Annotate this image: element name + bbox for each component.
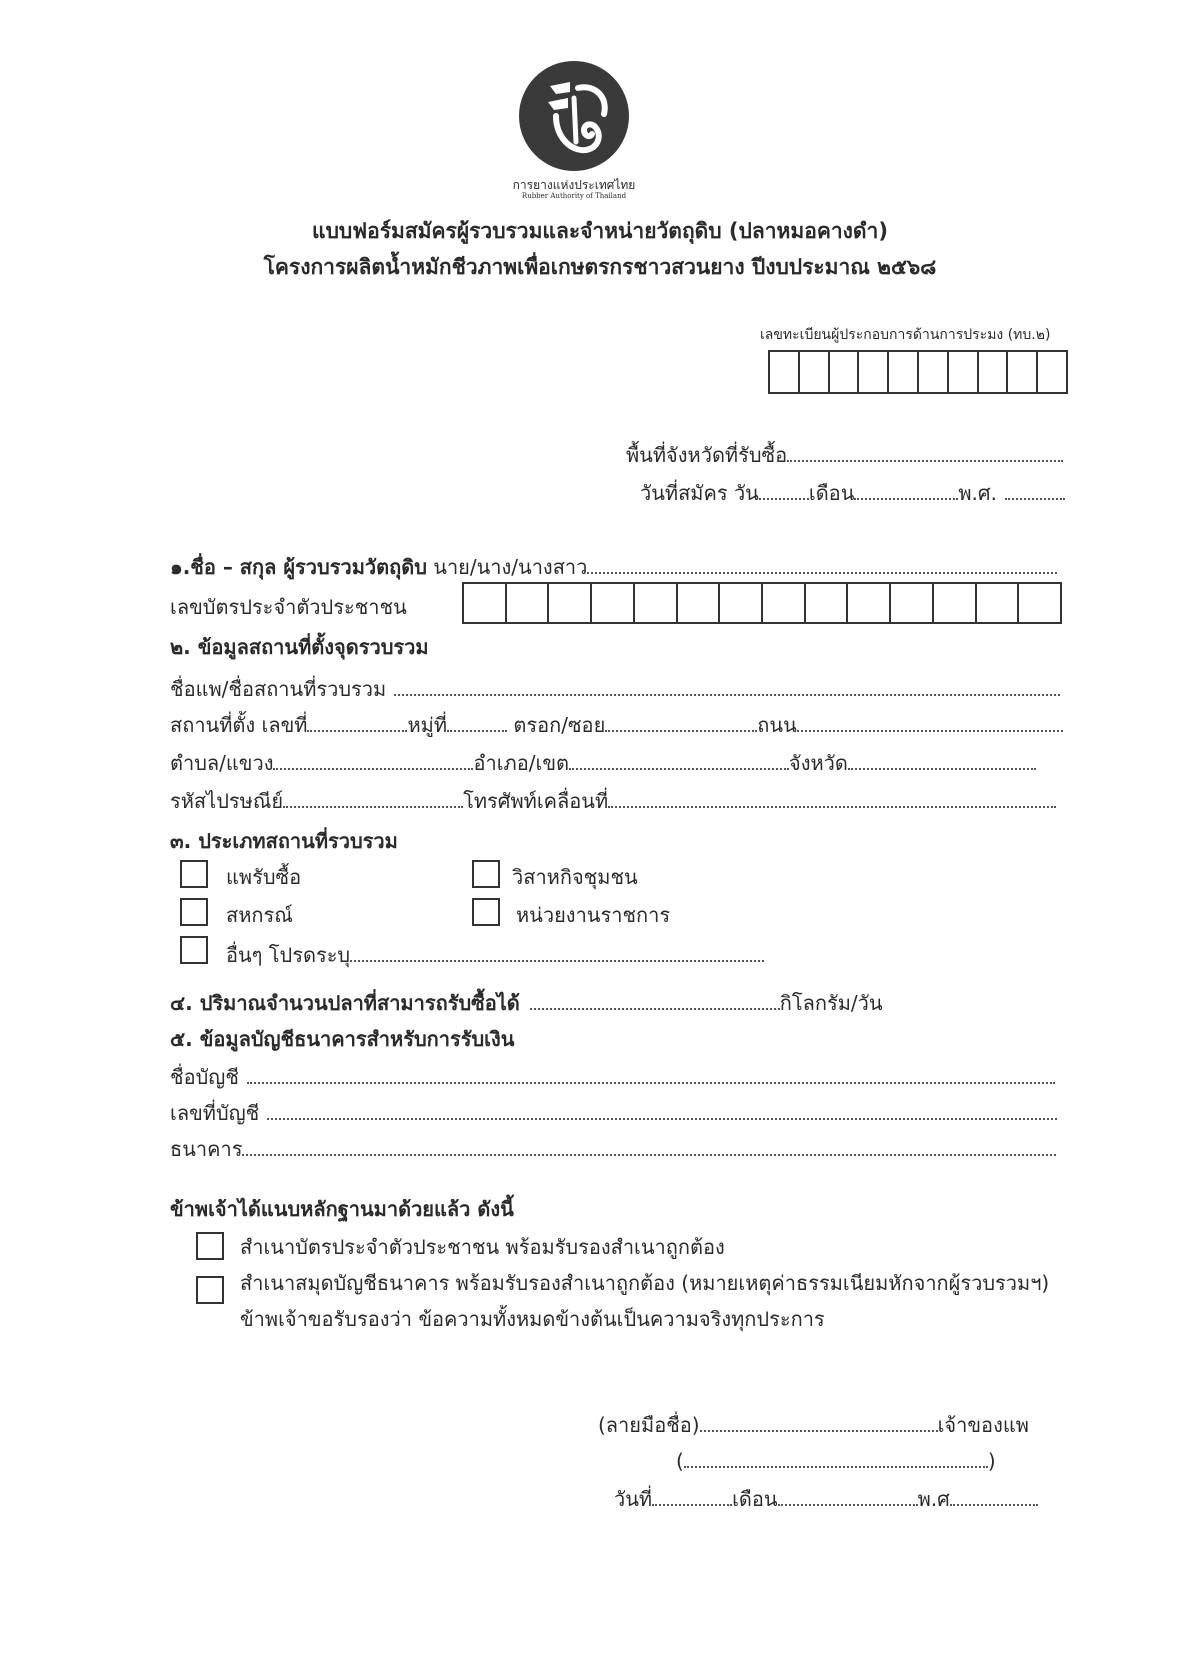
paren-close: ) [987, 1449, 996, 1473]
road-field[interactable] [797, 712, 1063, 732]
registration-cell[interactable] [949, 352, 979, 392]
road-label: ถนน [757, 713, 797, 737]
section4-unit: กิโลกรัม/วัน [779, 991, 883, 1015]
option-community-enterprise-checkbox[interactable] [472, 860, 500, 888]
option-other-field[interactable] [350, 942, 764, 962]
signature-month-field[interactable] [778, 1486, 918, 1506]
section5-heading: ๕. ข้อมูลบัญชีธนาคารสำหรับการรับเงิน [170, 1027, 515, 1051]
moo-field[interactable] [447, 712, 507, 732]
section1-heading: ๑.ชื่อ – สกุล ผู้รวบรวมวัตถุดิบ [170, 555, 427, 579]
registration-cell[interactable] [1038, 352, 1066, 392]
attach-bankbook-checkbox[interactable] [196, 1276, 224, 1304]
account-number-label: เลขที่บัญชี [170, 1101, 260, 1125]
paren-open: ( [676, 1449, 684, 1473]
signature-be-label: พ.ศ [917, 1487, 950, 1511]
mobile-label: โทรศัพท์เคลื่อนที่ [463, 789, 609, 813]
option-government-label: หน่วยงานราชการ [516, 903, 671, 927]
printed-name-field[interactable] [684, 1448, 988, 1468]
account-name-label: ชื่อบัญชี [170, 1065, 239, 1089]
subdistrict-field[interactable] [273, 750, 473, 770]
id-card-boxes[interactable] [462, 582, 1062, 624]
section4-heading: ๔. ปริมาณจำนวนปลาที่สามารถรับซื้อได้ [170, 991, 520, 1015]
option-cooperative-checkbox[interactable] [180, 898, 208, 926]
moo-label: หมู่ที่ [407, 713, 448, 737]
apply-be-label: พ.ศ. [958, 481, 997, 505]
purchase-province-field[interactable] [787, 442, 1063, 462]
id-card-cell[interactable] [934, 584, 977, 622]
id-card-cell[interactable] [891, 584, 934, 622]
signature-field[interactable] [700, 1412, 938, 1432]
rubber-authority-logo-icon [516, 58, 632, 174]
signature-date-label: วันที่ [614, 1487, 653, 1511]
bank-row [170, 1136, 1056, 1162]
signature-month-label: เดือน [732, 1487, 778, 1511]
purchase-province-label: พื้นที่จังหวัดที่รับซื้อ [626, 443, 788, 467]
raft-name-field[interactable] [394, 676, 1060, 696]
signature-date-row [614, 1486, 1038, 1512]
postal-code-field[interactable] [283, 788, 463, 808]
apply-date-row [640, 480, 1065, 506]
registration-number-boxes[interactable] [768, 350, 1068, 394]
apply-date-label: วันที่สมัคร วัน [640, 481, 759, 505]
section4-row [170, 990, 883, 1016]
district-label: อำเภอ/เขต [473, 751, 569, 775]
registration-cell[interactable] [979, 352, 1009, 392]
id-card-cell[interactable] [507, 584, 550, 622]
option-community-enterprise-label: วิสาหกิจชุมชน [512, 865, 638, 889]
option-other-label: อื่นๆ โปรดระบุ [226, 943, 351, 967]
signature-row [598, 1412, 1029, 1438]
attach-id-card-label: สำเนาบัตรประจำตัวประชาชน พร้อมรับรองสำเนาถูกต้อง [240, 1235, 725, 1259]
postal-code-label: รหัสไปรษณีย์ [170, 789, 284, 813]
attach-bankbook-label: สำเนาสมุดบัญชีธนาคาร พร้อมรับรองสำเนาถูกต้อง (หมายเหตุค่าธรรมเนียมหักจากผู้รวบรวมฯ) [240, 1271, 1050, 1295]
id-card-cell[interactable] [720, 584, 763, 622]
signature-year-field[interactable] [950, 1486, 1038, 1506]
soi-label: ตรอก/ซอย [513, 713, 606, 737]
soi-field[interactable] [605, 712, 757, 732]
attachments-heading: ข้าพเจ้าได้แนบหลักฐานมาด้วยแล้ว ดังนี้ [170, 1197, 514, 1221]
id-card-cell[interactable] [635, 584, 678, 622]
form-subtitle: โครงการผลิตน้ำหมักชีวภาพเพื่อเกษตรกรชาวสวนยาง ปีงบประมาณ ๒๕๖๘ [263, 255, 937, 279]
registration-cell[interactable] [859, 352, 889, 392]
option-other-checkbox[interactable] [180, 936, 208, 964]
section3-heading: ๓. ประเภทสถานที่รวบรวม [170, 829, 398, 853]
section2-heading: ๒. ข้อมูลสถานที่ตั้งจุดรวบรวม [170, 635, 429, 659]
org-name-th: การยางแห่งประเทศไทย [512, 178, 636, 192]
registration-cell[interactable] [770, 352, 800, 392]
registration-cell[interactable] [1008, 352, 1038, 392]
org-name-en: Rubber Authority of Thailand [521, 192, 627, 200]
name-prefix: นาย/นาง/นางสาว [433, 555, 588, 579]
id-card-cell[interactable] [763, 584, 806, 622]
registration-cell[interactable] [800, 352, 830, 392]
id-card-cell[interactable] [977, 584, 1020, 622]
attach-id-card-checkbox[interactable] [196, 1232, 224, 1260]
raft-name-label: ชื่อแพ/ชื่อสถานที่รวบรวม [170, 677, 387, 701]
registration-cell[interactable] [889, 352, 919, 392]
purchase-province-row [626, 442, 1063, 468]
apply-month-label: เดือน [808, 481, 855, 505]
option-raft-checkbox[interactable] [180, 860, 208, 888]
address-number-field[interactable] [307, 712, 407, 732]
province-field[interactable] [848, 750, 1036, 770]
registration-cell[interactable] [919, 352, 949, 392]
district-row [170, 750, 1036, 776]
signature-day-field[interactable] [652, 1486, 732, 1506]
option-cooperative-label: สหกรณ์ [226, 903, 293, 927]
owner-label: เจ้าของแพ [937, 1413, 1029, 1437]
id-card-label: เลขบัตรประจำตัวประชาชน [170, 595, 407, 619]
option-other-row [226, 942, 764, 968]
account-number-row [170, 1100, 1057, 1126]
mobile-field[interactable] [608, 788, 1056, 808]
fish-quantity-field[interactable] [530, 990, 780, 1010]
apply-day-field[interactable] [759, 480, 809, 500]
apply-month-field[interactable] [854, 480, 958, 500]
subdistrict-label: ตำบล/แขวง [170, 751, 274, 775]
logo [516, 58, 632, 174]
bank-label: ธนาคาร [170, 1137, 243, 1161]
id-card-cell[interactable] [464, 584, 507, 622]
raft-name-row [170, 676, 1060, 702]
option-raft-label: แพรับซื้อ [226, 865, 302, 889]
signature-label: (ลายมือชื่อ) [598, 1413, 700, 1437]
printed-name-row [676, 1448, 996, 1474]
option-government-checkbox[interactable] [472, 898, 500, 926]
certify-statement: ข้าพเจ้าขอรับรองว่า ข้อความทั้งหมดข้างต้นเป็นความจริงทุกประการ [240, 1307, 825, 1331]
bank-field[interactable] [242, 1136, 1056, 1156]
registration-label: เลขทะเบียนผู้ประกอบการด้านการประมง (ทบ.๒) [760, 327, 1051, 343]
id-card-cell[interactable] [592, 584, 635, 622]
id-card-cell[interactable] [549, 584, 592, 622]
account-number-field[interactable] [267, 1100, 1057, 1120]
id-card-cell[interactable] [848, 584, 891, 622]
id-card-cell[interactable] [678, 584, 721, 622]
registration-cell[interactable] [830, 352, 860, 392]
section1-name-row [170, 554, 1057, 580]
id-card-cell[interactable] [1019, 584, 1060, 622]
id-card-cell[interactable] [806, 584, 849, 622]
address-number-label: สถานที่ตั้ง เลขที่ [170, 713, 308, 737]
address-row [170, 712, 1063, 738]
apply-year-field[interactable] [1005, 480, 1065, 500]
account-name-field[interactable] [247, 1064, 1055, 1084]
applicant-name-field[interactable] [587, 554, 1057, 574]
district-field[interactable] [569, 750, 789, 770]
form-title: แบบฟอร์มสมัครผู้รวบรวมและจำหน่ายวัตถุดิบ (ปลาหมอคางดำ) [312, 219, 888, 243]
account-name-row [170, 1064, 1055, 1090]
contact-row [170, 788, 1056, 814]
province-label: จังหวัด [788, 751, 848, 775]
